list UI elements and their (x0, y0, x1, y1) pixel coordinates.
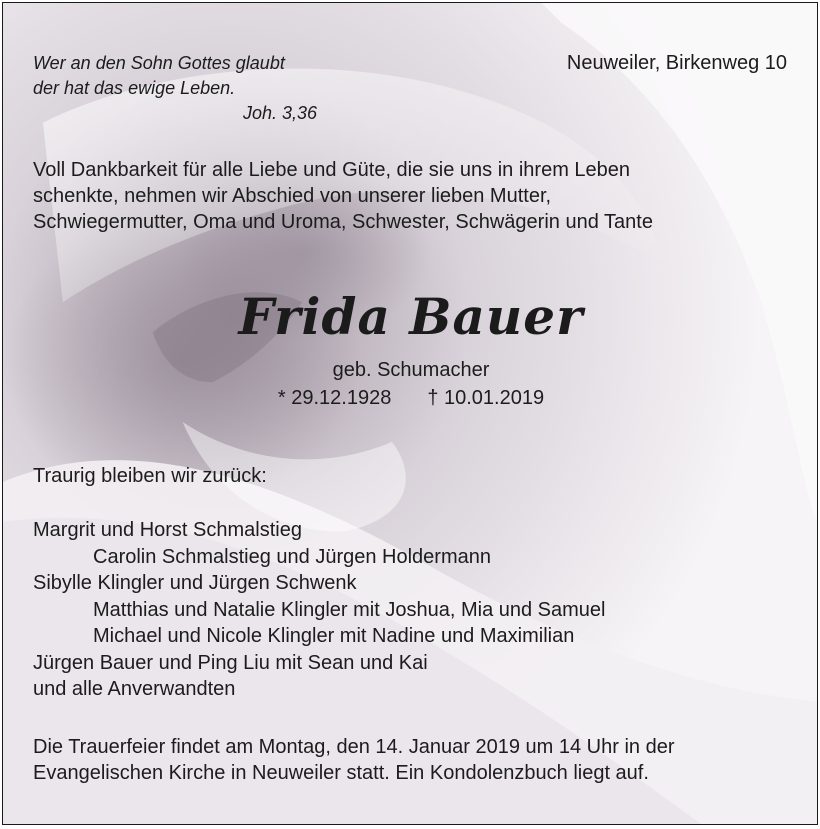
death-date: † 10.01.2019 (427, 387, 545, 409)
intro-line: Voll Dankbarkeit für alle Liebe und Güte, die sie uns in ihrem Leben (33, 159, 631, 181)
deceased-name: Frida Bauer (238, 287, 584, 346)
intro-text (33, 157, 793, 235)
family-line: Matthias und Natalie Klingler mit Joshua, Mia und Samuel (93, 598, 606, 621)
birth-date: * 29.12.1928 (277, 387, 392, 409)
funeral-service-info (33, 734, 674, 786)
obituary-notice (2, 2, 818, 825)
bible-quote (33, 51, 317, 126)
family-line: und alle Anverwandten (33, 678, 236, 700)
mourners-heading: Traurig bleiben wir zurück: (33, 465, 267, 487)
intro-line: Schwiegermutter, Oma und Uroma, Schwester, Schwägerin und Tante (33, 211, 653, 233)
family-line: Michael und Nicole Klingler mit Nadine und Maximilian (93, 625, 575, 647)
quote-line: Wer an den Sohn Gottes glaubt (33, 53, 285, 73)
quote-reference: Joh. 3,36 (243, 103, 318, 123)
address: Neuweiler, Birkenweg 10 (566, 52, 787, 74)
family-line: Sibylle Klingler und Jürgen Schwenk (33, 572, 357, 594)
service-line: Die Trauerfeier findet am Montag, den 14. Januar 2019 um 14 Uhr in der (33, 736, 675, 758)
family-list (33, 517, 605, 703)
service-line: Evangelischen Kirche in Neuweiler statt. Ein Kondolenzbuch liegt auf. (33, 762, 649, 784)
maiden-name: geb. Schumacher (332, 359, 490, 381)
intro-line: schenkte, nehmen wir Abschied von unserer lieben Mutter, (33, 185, 552, 207)
family-line: Jürgen Bauer und Ping Liu mit Sean und Kai (33, 651, 428, 674)
family-line: Carolin Schmalstieg und Jürgen Holdermann (93, 545, 491, 568)
family-line: Margrit und Horst Schmalstieg (33, 519, 302, 541)
quote-line: der hat das ewige Leben. (33, 78, 236, 98)
life-dates (3, 387, 818, 410)
